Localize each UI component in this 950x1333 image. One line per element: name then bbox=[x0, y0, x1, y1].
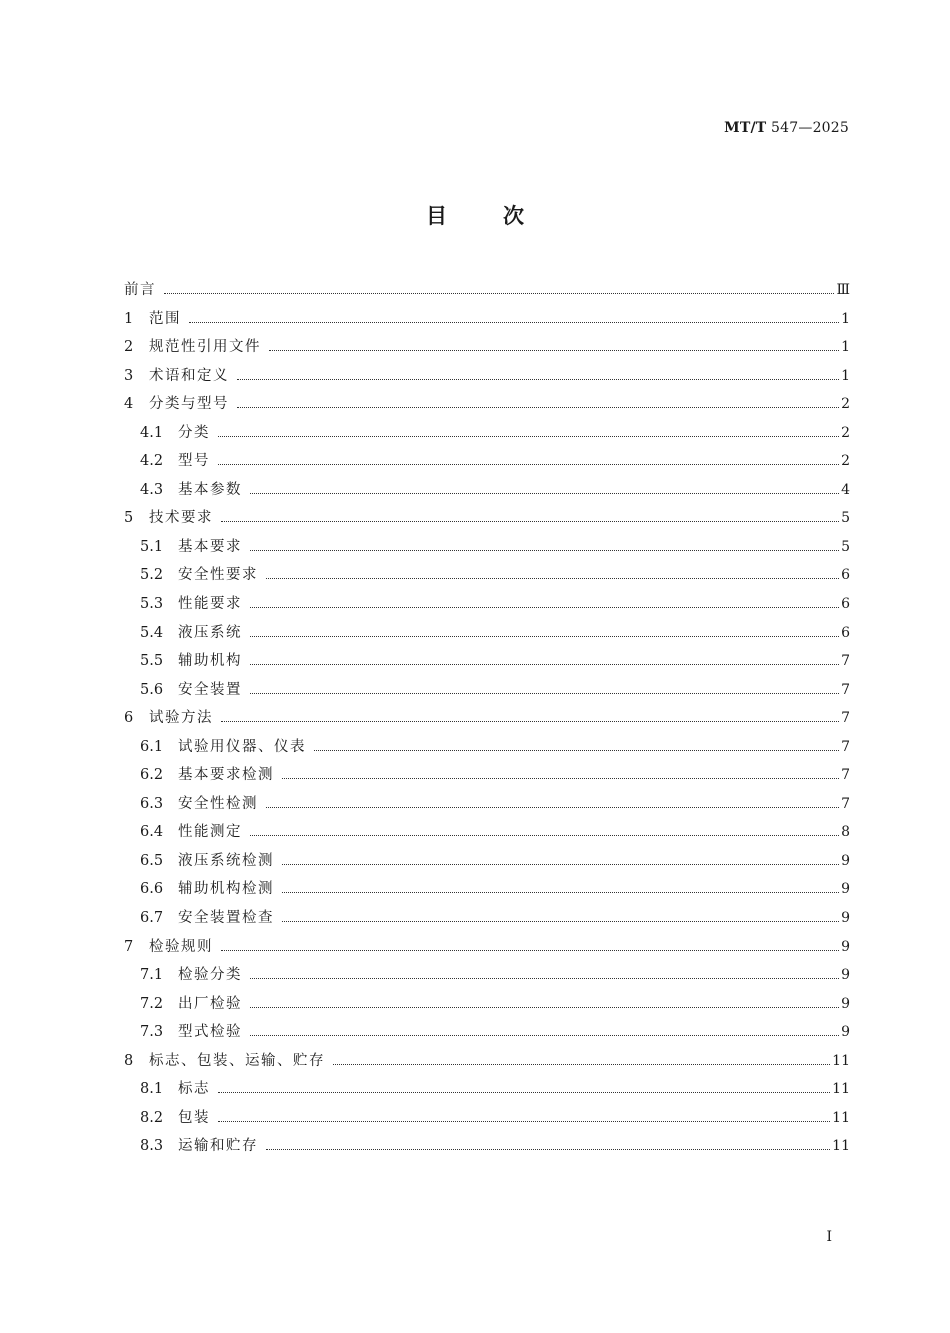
toc-entry-page: 11 bbox=[832, 1081, 850, 1098]
toc-entry-number: 7.2 bbox=[140, 995, 164, 1012]
toc-entry-page: 1 bbox=[841, 339, 850, 356]
toc-entry-label: 性能要求 bbox=[178, 596, 242, 613]
toc-entry-number: 5.3 bbox=[140, 596, 164, 613]
toc-entry[interactable] bbox=[124, 364, 850, 393]
page-title bbox=[0, 200, 950, 230]
toc-dot-leader bbox=[250, 607, 839, 608]
standard-code-number: 547—2025 bbox=[771, 120, 849, 136]
toc-entry-page: 7 bbox=[841, 710, 850, 727]
toc-entry-label: 液压系统 bbox=[178, 624, 242, 641]
toc-dot-leader bbox=[218, 1121, 830, 1122]
toc-entry-page: 9 bbox=[841, 995, 850, 1012]
toc-entry-page: 5 bbox=[841, 510, 850, 527]
toc-dot-leader bbox=[164, 293, 834, 294]
toc-dot-leader bbox=[237, 407, 839, 408]
toc-entry-number: 7 bbox=[124, 938, 134, 955]
toc-dot-leader bbox=[266, 1149, 830, 1150]
toc-entry-number: 8.3 bbox=[140, 1138, 164, 1155]
toc-entry-number: 8.1 bbox=[140, 1081, 164, 1098]
toc-dot-leader bbox=[282, 864, 839, 865]
toc-entry-label: 型号 bbox=[178, 453, 210, 470]
toc-entry-page: 7 bbox=[841, 738, 850, 755]
toc-entry-page: 9 bbox=[841, 967, 850, 984]
toc-entry-label: 基本参数 bbox=[178, 481, 242, 498]
toc-entry[interactable] bbox=[124, 506, 850, 535]
toc-entry-page: 8 bbox=[841, 824, 850, 841]
toc-entry-label: 检验规则 bbox=[149, 938, 213, 955]
toc-entry-number: 5.1 bbox=[140, 538, 164, 555]
toc-entry[interactable] bbox=[124, 621, 850, 650]
toc-dot-leader bbox=[221, 521, 839, 522]
toc-entry-number: 6.7 bbox=[140, 910, 164, 927]
toc-dot-leader bbox=[333, 1064, 830, 1065]
toc-entry-label: 安全装置 bbox=[178, 681, 242, 698]
toc-entry[interactable] bbox=[124, 906, 850, 935]
toc-entry-label: 分类 bbox=[178, 424, 210, 441]
toc-dot-leader bbox=[250, 835, 839, 836]
toc-entry-page: 9 bbox=[841, 1024, 850, 1041]
toc-entry-label: 出厂检验 bbox=[178, 995, 242, 1012]
toc-dot-leader bbox=[266, 807, 839, 808]
toc-entry-label: 型式检验 bbox=[178, 1024, 242, 1041]
toc-entry-label: 分类与型号 bbox=[149, 396, 229, 413]
toc-dot-leader bbox=[250, 636, 839, 637]
toc-dot-leader bbox=[266, 578, 839, 579]
toc-entry[interactable] bbox=[124, 649, 850, 678]
toc-entry-label: 基本要求检测 bbox=[178, 767, 274, 784]
toc-entry-number: 6 bbox=[124, 710, 134, 727]
toc-entry[interactable] bbox=[124, 992, 850, 1021]
toc-entry-number: 7.1 bbox=[140, 967, 164, 984]
footer-page-number: I bbox=[826, 1229, 832, 1245]
toc-entry-page: Ⅲ bbox=[836, 282, 850, 298]
toc-entry-page: 11 bbox=[832, 1138, 850, 1155]
toc-entry[interactable] bbox=[124, 735, 850, 764]
toc-entry[interactable] bbox=[124, 1134, 850, 1163]
toc-dot-leader bbox=[250, 693, 839, 694]
toc-entry[interactable] bbox=[124, 563, 850, 592]
toc-entry-label: 范围 bbox=[149, 310, 181, 327]
toc-entry-number: 7.3 bbox=[140, 1024, 164, 1041]
toc-entry-page: 9 bbox=[841, 938, 850, 955]
toc-dot-leader bbox=[282, 778, 839, 779]
toc-entry-label: 安全性检测 bbox=[178, 795, 258, 812]
toc-entry-number: 5.4 bbox=[140, 624, 164, 641]
toc-entry-number: 5.6 bbox=[140, 681, 164, 698]
standard-code-prefix: MT/T bbox=[724, 120, 767, 136]
toc-entry-page: 7 bbox=[841, 767, 850, 784]
toc-entry-number: 3 bbox=[124, 367, 134, 384]
toc-entry[interactable] bbox=[124, 1020, 850, 1049]
toc-entry[interactable] bbox=[124, 592, 850, 621]
toc-entry[interactable] bbox=[124, 820, 850, 849]
toc-entry-number: 6.5 bbox=[140, 852, 164, 869]
toc-dot-leader bbox=[250, 493, 839, 494]
toc-entry-page: 9 bbox=[841, 910, 850, 927]
toc-entry-number: 8 bbox=[124, 1052, 134, 1069]
toc-entry[interactable] bbox=[124, 1106, 850, 1135]
toc-entry-page: 6 bbox=[841, 567, 850, 584]
toc-entry[interactable] bbox=[124, 935, 850, 964]
toc-entry-page: 2 bbox=[841, 453, 850, 470]
toc-entry-number: 6.3 bbox=[140, 795, 164, 812]
toc-dot-leader bbox=[282, 921, 839, 922]
toc-entry[interactable] bbox=[124, 421, 850, 450]
standard-code bbox=[724, 120, 849, 136]
toc-entry-page: 1 bbox=[841, 310, 850, 327]
toc-dot-leader bbox=[221, 721, 839, 722]
toc-entry[interactable] bbox=[124, 278, 850, 307]
toc-dot-leader bbox=[250, 1007, 839, 1008]
toc-entry-number: 6.4 bbox=[140, 824, 164, 841]
toc-entry-label: 包装 bbox=[178, 1109, 210, 1126]
toc-dot-leader bbox=[221, 950, 839, 951]
page-title-char-2: 次 bbox=[503, 203, 524, 228]
toc-entry-page: 1 bbox=[841, 367, 850, 384]
toc-entry[interactable] bbox=[124, 792, 850, 821]
toc-entry-page: 7 bbox=[841, 681, 850, 698]
toc-entry-label: 试验用仪器、仪表 bbox=[178, 738, 306, 755]
toc-entry-page: 11 bbox=[832, 1052, 850, 1069]
toc-dot-leader bbox=[250, 978, 839, 979]
toc-entry-number: 4.1 bbox=[140, 424, 164, 441]
toc-entry-number: 8.2 bbox=[140, 1109, 164, 1126]
toc-dot-leader bbox=[269, 350, 839, 351]
toc-entry-number: 2 bbox=[124, 339, 134, 356]
toc-entry[interactable] bbox=[124, 392, 850, 421]
toc-entry-label: 安全性要求 bbox=[178, 567, 258, 584]
toc-entry-label: 技术要求 bbox=[149, 510, 213, 527]
toc-entry-label: 基本要求 bbox=[178, 538, 242, 555]
toc-entry-label: 液压系统检测 bbox=[178, 852, 274, 869]
toc-entry[interactable] bbox=[124, 877, 850, 906]
toc-entry-number: 6.1 bbox=[140, 738, 164, 755]
toc-dot-leader bbox=[250, 664, 839, 665]
toc-entry[interactable] bbox=[124, 849, 850, 878]
toc-entry-number: 1 bbox=[124, 310, 134, 327]
toc-entry-number: 5 bbox=[124, 510, 134, 527]
toc-entry[interactable] bbox=[124, 535, 850, 564]
toc-entry-number: 4.2 bbox=[140, 453, 164, 470]
toc-entry-label: 标志、包装、运输、贮存 bbox=[149, 1052, 325, 1069]
toc-entry[interactable] bbox=[124, 678, 850, 707]
toc-dot-leader bbox=[218, 464, 839, 465]
toc-entry-number: 5.2 bbox=[140, 567, 164, 584]
toc-entry-page: 2 bbox=[841, 424, 850, 441]
toc-entry[interactable] bbox=[124, 706, 850, 735]
toc-entry-label: 试验方法 bbox=[149, 710, 213, 727]
toc-dot-leader bbox=[189, 322, 839, 323]
toc-entry-label: 标志 bbox=[178, 1081, 210, 1098]
toc-dot-leader bbox=[237, 379, 839, 380]
toc-entry[interactable] bbox=[124, 478, 850, 507]
toc-entry-number: 6.2 bbox=[140, 767, 164, 784]
toc-entry-label: 安全装置检查 bbox=[178, 910, 274, 927]
toc-dot-leader bbox=[218, 1092, 830, 1093]
toc-dot-leader bbox=[314, 750, 839, 751]
toc-entry-page: 7 bbox=[841, 795, 850, 812]
table-of-contents bbox=[124, 278, 850, 1163]
toc-entry-number: 6.6 bbox=[140, 881, 164, 898]
toc-entry-label: 规范性引用文件 bbox=[149, 339, 261, 356]
toc-entry[interactable] bbox=[124, 1077, 850, 1106]
toc-entry-label: 运输和贮存 bbox=[178, 1138, 258, 1155]
toc-entry-page: 7 bbox=[841, 653, 850, 670]
toc-entry[interactable] bbox=[124, 963, 850, 992]
toc-entry-label: 辅助机构 bbox=[178, 653, 242, 670]
toc-entry-label: 辅助机构检测 bbox=[178, 881, 274, 898]
toc-entry-page: 6 bbox=[841, 596, 850, 613]
toc-entry-label: 前言 bbox=[124, 282, 156, 298]
toc-entry-label: 术语和定义 bbox=[149, 367, 229, 384]
toc-entry-page: 9 bbox=[841, 881, 850, 898]
page-title-char-1: 目 bbox=[426, 203, 447, 228]
toc-dot-leader bbox=[218, 436, 839, 437]
toc-entry-page: 6 bbox=[841, 624, 850, 641]
toc-entry-page: 5 bbox=[841, 538, 850, 555]
toc-dot-leader bbox=[250, 1035, 839, 1036]
toc-entry[interactable] bbox=[124, 335, 850, 364]
toc-entry[interactable] bbox=[124, 763, 850, 792]
toc-dot-leader bbox=[282, 892, 839, 893]
toc-entry-label: 检验分类 bbox=[178, 967, 242, 984]
toc-entry-page: 11 bbox=[832, 1109, 850, 1126]
toc-entry-label: 性能测定 bbox=[178, 824, 242, 841]
toc-entry[interactable] bbox=[124, 307, 850, 336]
toc-entry-number: 4 bbox=[124, 396, 134, 413]
toc-entry-page: 4 bbox=[841, 481, 850, 498]
toc-entry-number: 5.5 bbox=[140, 653, 164, 670]
toc-entry-page: 2 bbox=[841, 396, 850, 413]
toc-dot-leader bbox=[250, 550, 839, 551]
toc-entry[interactable] bbox=[124, 449, 850, 478]
toc-entry-page: 9 bbox=[841, 852, 850, 869]
toc-entry[interactable] bbox=[124, 1049, 850, 1078]
toc-entry-number: 4.3 bbox=[140, 481, 164, 498]
